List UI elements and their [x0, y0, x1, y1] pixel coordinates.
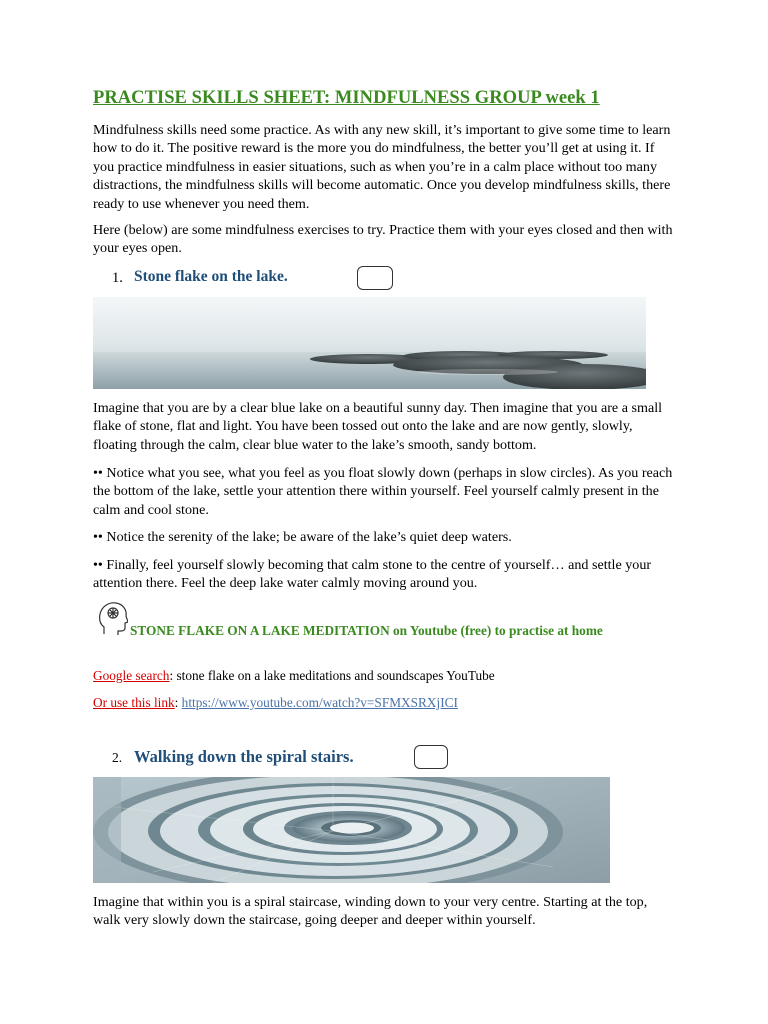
link-separator: : [174, 695, 182, 710]
instructions-paragraph: Here (below) are some mindfulness exercises to try. Practice them with your eyes closed and then with your eyes open. [93, 222, 673, 257]
section1-checkbox[interactable] [357, 266, 393, 290]
stone-lake-image [93, 297, 646, 389]
section2-checkbox[interactable] [414, 745, 448, 769]
section1-bullet-1: •• Notice what you see, what you feel as you float slowly down (perhaps in slow circles). As you reach the bottom of the lake, settle your attention there within yourself. Feel yourself calmly present in the calm and cool stone. [93, 465, 673, 518]
intro-paragraph: Mindfulness skills need some practice. As with any new skill, it’s important to give some time to learn how to do it. The positive reward is the more you do mindfulness, the better you’ll get at using it. If you practice mindfulness in easier situations, such as when you’re in a calm place without too many distractions, the mindfulness skills will become automatic. Once you develop mindfulness skills, there ready to use whenever you need them. [93, 122, 671, 212]
section1-body: Imagine that you are by a clear blue lake on a beautiful sunny day. Then imagine that you are a small flake of stone, flat and light. You have been tossed out onto the lake and are now gently, slowly, floating through the calm, clear blue water to the lake’s smooth, sandy bottom. [93, 400, 663, 453]
section2-body: Imagine that within you is a spiral staircase, winding down to your very centre. Starting at the top, walk very slowly down the staircase, going deeper and deeper within yourself. [93, 894, 648, 929]
section2-heading: Walking down the spiral stairs. [134, 747, 354, 766]
spiral-stairs-image [93, 777, 610, 883]
section1-heading: Stone flake on the lake. [134, 268, 288, 285]
section1-bullet-2: •• Notice the serenity of the lake; be aware of the lake’s quiet deep waters. [93, 529, 512, 545]
page-title: PRACTISE SKILLS SHEET: MINDFULNESS GROUP week 1 [93, 88, 600, 108]
google-search-label: Google search [93, 668, 170, 683]
youtube-link-line [93, 694, 675, 712]
section1-number: 1. [112, 270, 123, 286]
section1-bullet-3: •• Finally, feel yourself slowly becoming that calm stone to the centre of yourself… and settle your attention there. Feel the deep lake water calmly moving around you. [93, 557, 652, 592]
google-search-text: : stone flake on a lake meditations and soundscapes YouTube [169, 668, 495, 683]
meditation-resource-title: STONE FLAKE ON A LAKE MEDITATION on Youtube (free) to practise at home [130, 623, 603, 638]
google-search-line [93, 667, 675, 685]
youtube-link[interactable]: https://www.youtube.com/watch?v=SFMXSRXjICI [181, 695, 458, 710]
or-use-link-label: Or use this link [93, 695, 175, 710]
section2-number: 2. [112, 750, 123, 765]
